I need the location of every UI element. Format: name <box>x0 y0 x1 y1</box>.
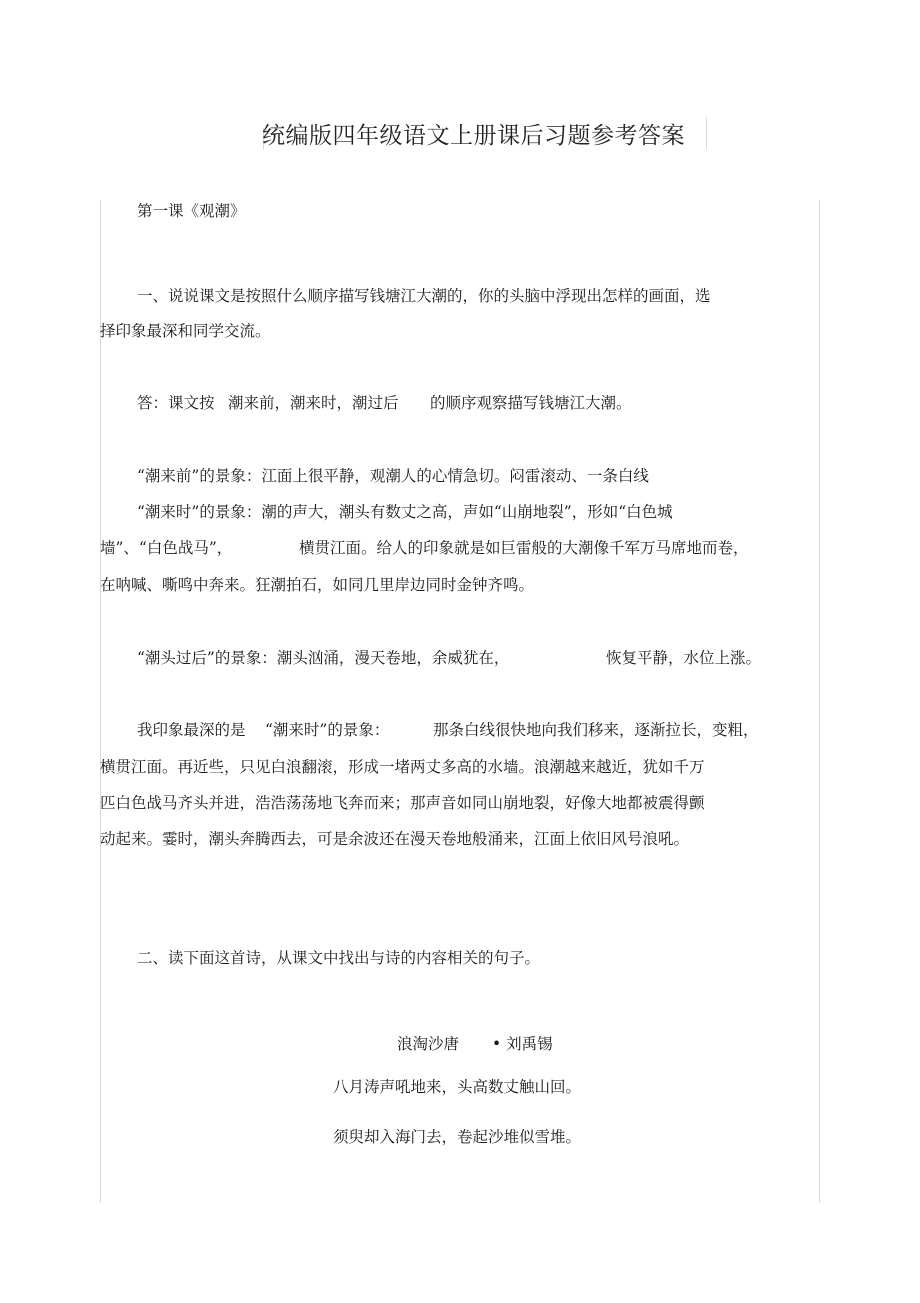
impression-line-3: 匹白色战马齐头并进，浩浩荡荡地飞奔而来；那声音如同山崩地裂，好像大地都被震得颤 <box>100 794 705 812</box>
during-tide-line-2a: 墙”、“白色战马”， <box>100 539 233 557</box>
before-tide-paragraph: “潮来前”的景象：江面上很平静，观潮人的心情急切。闷雷滚动、一条白线 <box>137 467 649 485</box>
answer-suffix: 的顺序观察描写钱塘江大潮。 <box>430 394 632 412</box>
question-2: 二、读下面这首诗，从课文中找出与诗的内容相关的句子。 <box>137 949 541 967</box>
answer-order: 潮来前，潮来时，潮过后 <box>228 394 399 412</box>
during-tide-line-1: “潮来时”的景象：潮的声大，潮头有数丈之高，声如“山崩地裂”，形如“白色城 <box>137 503 673 521</box>
poem-line-2: 须臾却入海门去，卷起沙堆似雪堆。 <box>333 1128 582 1146</box>
title-right-rule <box>706 117 707 149</box>
during-tide-line-3: 在呐喊、嘶鸣中奔来。狂潮拍石，如同几里岸边同时金钟齐鸣。 <box>100 576 535 594</box>
answer-prefix: 答：课文按 <box>137 394 215 412</box>
poem-author: • 刘禹锡 <box>492 1035 553 1053</box>
impression-line-4: 动起来。霎时，潮头奔腾西去，可是余波还在漫天卷地般涌来，江面上依旧风号浪吼。 <box>100 830 690 848</box>
impression-line-2: 横贯江面。再近些，只见白浪翻滚，形成一堵两丈多高的水墙。浪潮越来越近，犹如千万 <box>100 758 705 776</box>
question-1-line-2: 择印象最深和同学交流。 <box>100 322 271 340</box>
after-tide-part-1: “潮头过后”的景象：潮头汹涌，漫天卷地，余威犹在， <box>137 649 510 667</box>
page-left-rule <box>100 200 101 1203</box>
impression-part-1: 我印象最深的是 <box>137 721 246 739</box>
impression-part-3: 那条白线很快地向我们移来，逐渐拉长，变粗， <box>433 721 759 739</box>
impression-part-2: “潮来时”的景象： <box>265 721 390 739</box>
during-tide-line-2b: 横贯江面。给人的印象就是如巨雷般的大潮像千军万马席地而卷， <box>299 539 749 557</box>
page-title: 统编版四年级语文上册课后习题参考答案 <box>262 123 685 149</box>
poem-title: 浪淘沙唐 <box>397 1035 460 1053</box>
poem-line-1: 八月涛声吼地来，头高数丈触山回。 <box>333 1078 582 1096</box>
lesson-heading: 第一课《观潮》 <box>137 202 246 220</box>
after-tide-part-2: 恢复平静，水位上涨。 <box>606 649 762 667</box>
page-right-rule <box>819 200 820 1203</box>
question-1-line-1: 一、说说课文是按照什么顺序描写钱塘江大潮的，你的头脑中浮现出怎样的画面，选 <box>137 287 711 305</box>
